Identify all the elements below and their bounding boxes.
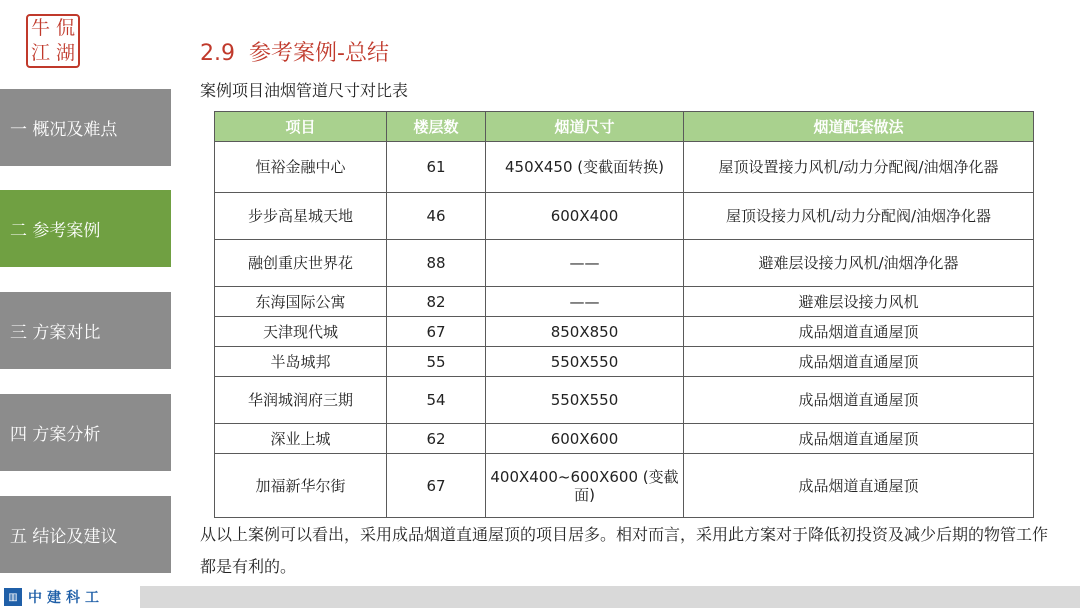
table-cell: 成品烟道直通屋顶 [684, 347, 1034, 377]
sidebar-item-label: 二 参考案例 [10, 221, 101, 241]
column-header: 烟道配套做法 [684, 112, 1034, 142]
table-row [215, 317, 1034, 347]
company-mark-icon: ▥ [4, 588, 22, 606]
company-logo [0, 586, 140, 608]
column-header: 项目 [215, 112, 387, 142]
table-cell: 54 [387, 377, 486, 424]
company-name: 中建科工 [28, 590, 104, 606]
sidebar-item-label: 一 概况及难点 [10, 120, 118, 140]
table-cell: 600X400 [486, 193, 684, 240]
sidebar-item-label: 四 方案分析 [10, 425, 101, 445]
table-cell: 加福新华尔街 [215, 454, 387, 518]
page-title [200, 36, 389, 67]
table-cell: 避难层设接力风机/油烟净化器 [684, 240, 1034, 287]
table-header-row [215, 112, 1034, 142]
comparison-table [214, 111, 1034, 518]
table-cell: 华润城润府三期 [215, 377, 387, 424]
table-cell: 450X450 (变截面转换) [486, 142, 684, 193]
conclusion-text: 从以上案例可以看出，采用成品烟道直通屋顶的项目居多。相对而言，采用此方案对于降低初投资及减少后期的物管工作都是有利的。 [200, 525, 1049, 576]
table-cell: 东海国际公寓 [215, 287, 387, 317]
table-row [215, 424, 1034, 454]
table-row [215, 454, 1034, 518]
table-cell: 62 [387, 424, 486, 454]
table-cell: 88 [387, 240, 486, 287]
table-cell: —— [486, 287, 684, 317]
table-cell: 半岛城邦 [215, 347, 387, 377]
table-row [215, 377, 1034, 424]
table-cell: 67 [387, 454, 486, 518]
table-row [215, 142, 1034, 193]
table-cell: 400X400~600X600 (变截面) [486, 454, 684, 518]
logo-seal [26, 14, 80, 68]
sidebar-item-label: 三 方案对比 [10, 323, 101, 343]
table-cell: 天津现代城 [215, 317, 387, 347]
table-cell: 600X600 [486, 424, 684, 454]
table-cell: 850X850 [486, 317, 684, 347]
logo-char: 牛 [30, 17, 50, 39]
sidebar-item-reference-cases[interactable] [0, 190, 171, 267]
logo-char: 江 [30, 42, 50, 64]
table-cell: 成品烟道直通屋顶 [684, 377, 1034, 424]
table-cell: 屋顶设置接力风机/动力分配阀/油烟净化器 [684, 142, 1034, 193]
table-cell: 67 [387, 317, 486, 347]
footer-bar [0, 586, 1080, 608]
table-cell: 恒裕金融中心 [215, 142, 387, 193]
table-row [215, 240, 1034, 287]
table-cell: 55 [387, 347, 486, 377]
sidebar-item-plan-analysis[interactable] [0, 394, 171, 471]
column-header: 楼层数 [387, 112, 486, 142]
sidebar-item-overview[interactable] [0, 89, 171, 166]
table-caption: 案例项目油烟管道尺寸对比表 [200, 81, 409, 100]
column-header: 烟道尺寸 [486, 112, 684, 142]
table-row [215, 287, 1034, 317]
logo-char: 侃 [55, 17, 75, 39]
logo-char: 湖 [55, 42, 75, 64]
table-row [215, 347, 1034, 377]
table-cell: 深业上城 [215, 424, 387, 454]
table-cell: 61 [387, 142, 486, 193]
table-cell: 82 [387, 287, 486, 317]
sidebar-item-conclusion[interactable] [0, 496, 171, 573]
table-cell: 融创重庆世界花 [215, 240, 387, 287]
table-cell: 避难层设接力风机 [684, 287, 1034, 317]
table-cell: 550X550 [486, 377, 684, 424]
section-title: 参考案例-总结 [249, 41, 389, 66]
section-number: 2.9 [200, 41, 235, 66]
sidebar-item-label: 五 结论及建议 [10, 527, 118, 547]
table-cell: 46 [387, 193, 486, 240]
table-row [215, 193, 1034, 240]
table-cell: 550X550 [486, 347, 684, 377]
table-cell: 成品烟道直通屋顶 [684, 317, 1034, 347]
table-cell: —— [486, 240, 684, 287]
table-cell: 步步高星城天地 [215, 193, 387, 240]
table-cell: 成品烟道直通屋顶 [684, 454, 1034, 518]
table-cell: 屋顶设接力风机/动力分配阀/油烟净化器 [684, 193, 1034, 240]
table-cell: 成品烟道直通屋顶 [684, 424, 1034, 454]
sidebar-item-plan-comparison[interactable] [0, 292, 171, 369]
